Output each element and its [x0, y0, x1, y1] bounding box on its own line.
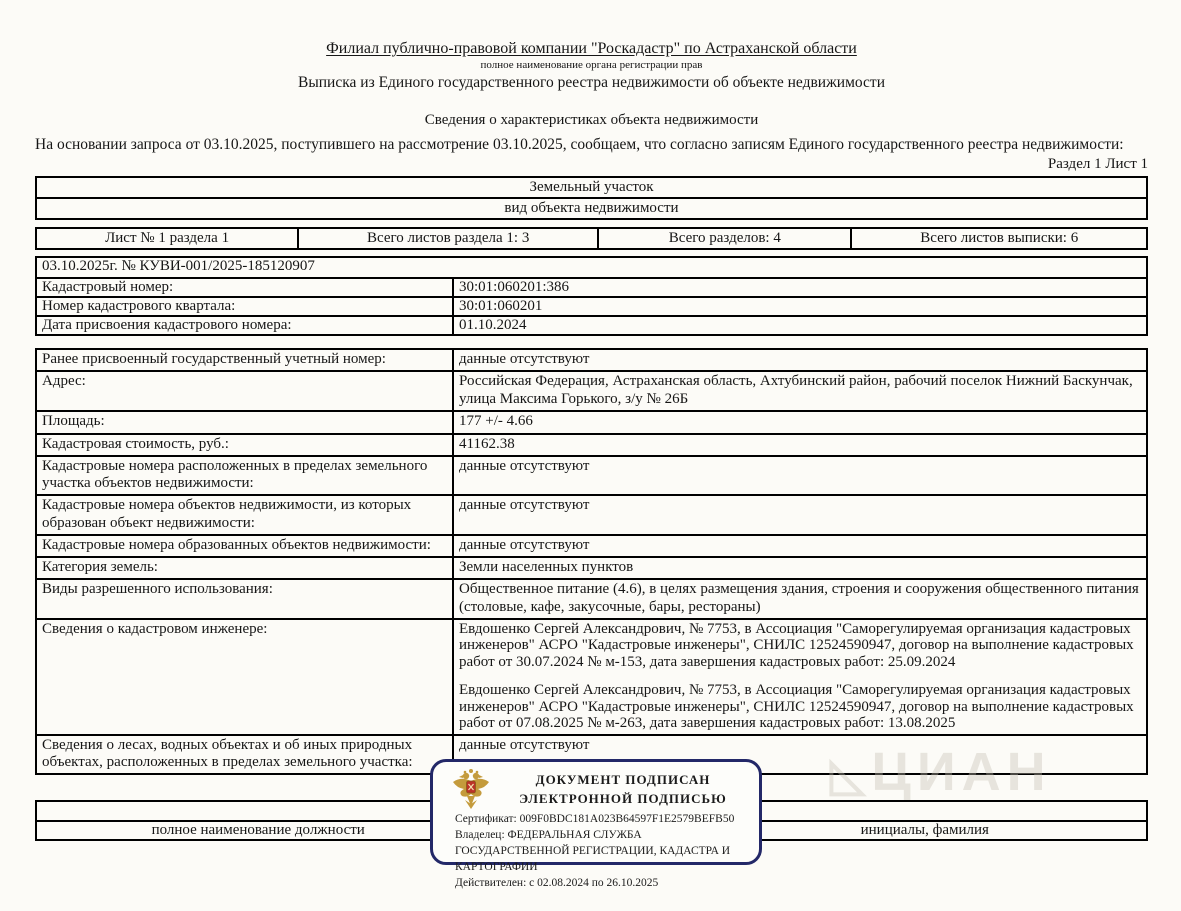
position-name-caption: полное наименование должности: [36, 821, 480, 840]
section-sheets-total-cell: Всего листов раздела 1: 3: [298, 228, 598, 249]
row-value: данные отсутствуют: [453, 349, 1147, 371]
object-details-table: [35, 348, 1148, 775]
row-value: Российская Федерация, Астраханская область, Ахтубинский район, рабочий поселок Нижний Баскунчак, улица Максима Горького, з/у № 26Б: [453, 371, 1147, 411]
section-sheet-label: Раздел 1 Лист 1: [1047, 156, 1148, 172]
paragraph-gap: [459, 670, 1141, 682]
row-value: 177 +/- 4.66: [453, 411, 1147, 433]
position-signature-cell: [36, 801, 480, 821]
row-value: [453, 619, 1147, 735]
stamp-title-line1: ДОКУМЕНТ ПОДПИСАН: [535, 772, 711, 787]
sheet-number-cell: Лист № 1 раздела 1: [36, 228, 298, 249]
table-row: [36, 316, 1147, 335]
row-label: Сведения о лесах, водных объектах и об иных природных объектах, расположенных в пределах земельного участка:: [36, 735, 453, 775]
row-value: данные отсутствуют: [453, 456, 1147, 496]
request-date-number: 03.10.2025г. № КУВИ-001/2025-185120907: [36, 257, 1147, 278]
table-row: [36, 297, 1147, 316]
object-type-caption: вид объекта недвижимости: [36, 198, 1147, 219]
row-label: Категория земель:: [36, 557, 453, 579]
row-label: Кадастровый номер:: [36, 278, 453, 297]
table-row: [36, 177, 1147, 198]
row-address: [36, 371, 1147, 411]
document-header: [35, 0, 1148, 92]
row-label: Кадастровые номера расположенных в пределах земельного участка объектов недвижимости:: [36, 456, 453, 496]
request-info-line: На основании запроса от 03.10.2025, поступившего на рассмотрение 03.10.2025, сообщаем, что согласно записям Единого государственного реестра недвижимости:: [35, 136, 1124, 153]
row-value: 30:01:060201: [453, 297, 1147, 316]
table-row: [36, 198, 1147, 219]
sections-total-cell: Всего разделов: 4: [598, 228, 851, 249]
table-row: [36, 278, 1147, 297]
row-cadastral-engineer: [36, 619, 1147, 735]
cian-watermark-text: ЦИАН: [871, 742, 1052, 802]
registration-authority-caption: полное наименование органа регистрации прав: [480, 59, 703, 71]
row-source-objects: [36, 495, 1147, 535]
row-value: данные отсутствуют: [453, 535, 1147, 557]
row-value: 01.10.2024: [453, 316, 1147, 335]
registration-authority-name: Филиал публично-правовой компании "Роскадастр" по Астраханской области: [326, 40, 857, 57]
row-label: Сведения о кадастровом инженере:: [36, 619, 453, 735]
document-title: Выписка из Единого государственного реестра недвижимости об объекте недвижимости: [298, 74, 885, 91]
row-value: данные отсутствуют: [453, 495, 1147, 535]
document-content: [35, 0, 1148, 775]
row-value: 30:01:060201:386: [453, 278, 1147, 297]
object-type-value: Земельный участок: [36, 177, 1147, 198]
row-label: Площадь:: [36, 411, 453, 433]
row-value: Земли населенных пунктов: [453, 557, 1147, 579]
sheets-summary-table: [35, 227, 1148, 250]
stamp-validity: Действителен: с 02.08.2024 по 26.10.2025: [455, 877, 659, 890]
cian-watermark-icon: ◺: [830, 748, 866, 800]
coat-of-arms-icon: [451, 768, 491, 810]
row-label: Виды разрешенного использования:: [36, 579, 453, 619]
engineer-record-2: Евдошенко Сергей Александрович, № 7753, в Ассоциация "Саморегулируемая организация кадастровых инженеров" АСРО "Кадастровые инженеры", СНИЛС 12524590947, договор на выполнение кадастровых работ от 07.08.2025 № м-263, дата завершения кадастровых работ: 13.08.2025: [459, 682, 1134, 732]
row-label: Адрес:: [36, 371, 453, 411]
row-label: Дата присвоения кадастрового номера:: [36, 316, 453, 335]
digital-signature-stamp: [430, 759, 762, 890]
row-label: Кадастровые номера объектов недвижимости, из которых образован объект недвижимости:: [36, 495, 453, 535]
row-land-category: [36, 557, 1147, 579]
engineer-record-1: Евдошенко Сергей Александрович, № 7753, в Ассоциация "Саморегулируемая организация кадастровых инженеров" АСРО "Кадастровые инженеры", СНИЛС 12524590947, договор на выполнение кадастровых работ от 30.07.2024 № м-153, дата завершения кадастровых работ: 25.09.2024: [459, 620, 1134, 670]
request-number-row: [36, 257, 1147, 278]
row-area: [36, 411, 1147, 433]
request-number-table: [35, 256, 1148, 336]
row-permitted-use: [36, 579, 1147, 619]
row-objects-within: [36, 456, 1147, 496]
cian-watermark: [830, 741, 1052, 803]
extract-sheets-total-cell: Всего листов выписки: 6: [851, 228, 1147, 249]
initials-signature-cell: [703, 801, 1147, 821]
initials-surname-caption: инициалы, фамилия: [703, 821, 1147, 840]
row-value: данные отсутствуют: [453, 735, 1147, 775]
row-label: Ранее присвоенный государственный учетный номер:: [36, 349, 453, 371]
row-value: 41162.38: [453, 434, 1147, 456]
row-label: Кадастровые номера образованных объектов недвижимости:: [36, 535, 453, 557]
stamp-title-line2: ЭЛЕКТРОННОЙ ПОДПИСЬЮ: [519, 791, 727, 806]
row-value: Общественное питание (4.6), в целях размещения здания, строения и сооружения общественного питания (столовые, кафе, закусочные, бары, рестораны): [453, 579, 1147, 619]
stamp-titles: [497, 772, 749, 807]
table-row: [36, 228, 1147, 249]
row-previous-number: [36, 349, 1147, 371]
row-label: Кадастровая стоимость, руб.:: [36, 434, 453, 456]
row-label: Номер кадастрового квартала:: [36, 297, 453, 316]
row-cadastral-value: [36, 434, 1147, 456]
stamp-certificate: Сертификат: 009F0BDC181A023B64597F1E2579BEFB50: [455, 813, 735, 825]
section-title: Сведения о характеристиках объекта недвижимости: [424, 112, 759, 128]
row-formed-objects: [36, 535, 1147, 557]
stamp-owner: Владелец: ФЕДЕРАЛЬНАЯ СЛУЖБА ГОСУДАРСТВЕННОЙ РЕГИСТРАЦИИ, КАДАСТРА И КАРТОГРАФИИ: [455, 829, 731, 874]
object-type-table: [35, 176, 1148, 220]
